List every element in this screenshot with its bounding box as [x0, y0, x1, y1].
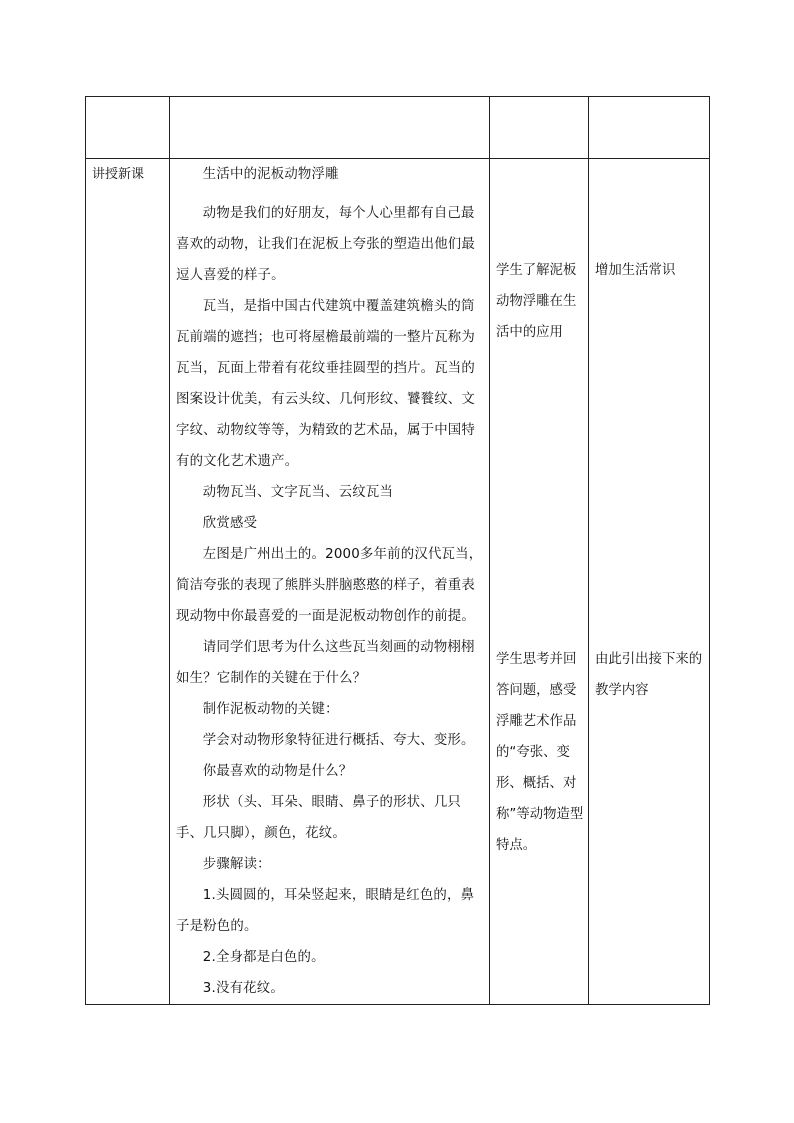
content-paragraph: 欣赏感受: [202, 516, 258, 531]
content-paragraph: 学会对动物形象特征进行概括、夸大、变形。: [202, 733, 475, 748]
content-paragraph: 你最喜欢的动物是什么？: [202, 764, 353, 779]
teaching-content: [170, 159, 489, 1004]
content-paragraph: 形状（头、耳朵、眼睛、鼻子的形状、几只手、几只脚），颜色，花纹。: [176, 795, 462, 841]
student-activity-cell: [490, 159, 589, 1005]
stage-label: 讲授新课: [92, 167, 145, 182]
empty-cell: [170, 97, 490, 159]
content-cell: [170, 159, 490, 1005]
content-paragraph: 2.全身都是白色的。: [202, 950, 325, 965]
empty-cell: [86, 97, 170, 159]
content-paragraph: 请同学们思考为什么这些瓦当刻画的动物栩栩如生？它制作的关键在于什么？: [176, 640, 475, 686]
design-intent-1: 增加生活常识: [595, 263, 676, 278]
content-paragraph: 动物瓦当、文字瓦当、云纹瓦当: [202, 485, 394, 500]
content-paragraph: 1.头圆圆的，耳朵竖起来，眼睛是红色的，鼻子是粉色的。: [176, 888, 475, 934]
design-intent-cell: [589, 159, 710, 1005]
content-paragraph: 左图是广州出土的。2000多年前的汉代瓦当，简洁夸张的表现了熊胖头胖脑憨憨的样子，着重表现动物中你最喜爱的一面是泥板动物创作的前提。: [176, 547, 483, 624]
content-paragraph: 制作泥板动物的关键：: [202, 702, 339, 717]
content-heading: 生活中的泥板动物浮雕: [202, 167, 339, 182]
empty-cell: [589, 97, 710, 159]
student-activity-1: 学生了解泥板动物浮雕在生活中的应用: [496, 263, 577, 340]
design-intent-2: 由此引出接下来的教学内容: [595, 652, 703, 698]
content-paragraph: 动物是我们的好朋友，每个人心里都有自己最喜欢的动物，让我们在泥板上夸张的塑造出他们最逗人喜爱的样子。: [176, 206, 475, 283]
empty-cell: [490, 97, 589, 159]
lesson-plan-table: [85, 96, 710, 1005]
stage-cell: [86, 159, 170, 1005]
student-activity-2: 学生思考并回答问题，感受浮雕艺术作品的“夸张、变形、概括、对称”等动物造型特点。: [496, 652, 584, 853]
content-paragraph: 步骤解读：: [202, 857, 271, 872]
table-row-new-lesson: [86, 159, 710, 1005]
table-row-blank: [86, 97, 710, 159]
content-paragraph: 瓦当，是指中国古代建筑中覆盖建筑檐头的筒瓦前端的遮挡；也可将屋檐最前端的一整片瓦称为瓦当，瓦面上带着有花纹垂挂圆型的挡片。瓦当的图案设计优美，有云头纹、几何形纹、饕餮纹、文字纹、动物纹等等，为精致的艺术品，属于中国特有的文化艺术遗产。: [176, 299, 475, 469]
content-paragraph: 3.没有花纹。: [202, 981, 284, 996]
